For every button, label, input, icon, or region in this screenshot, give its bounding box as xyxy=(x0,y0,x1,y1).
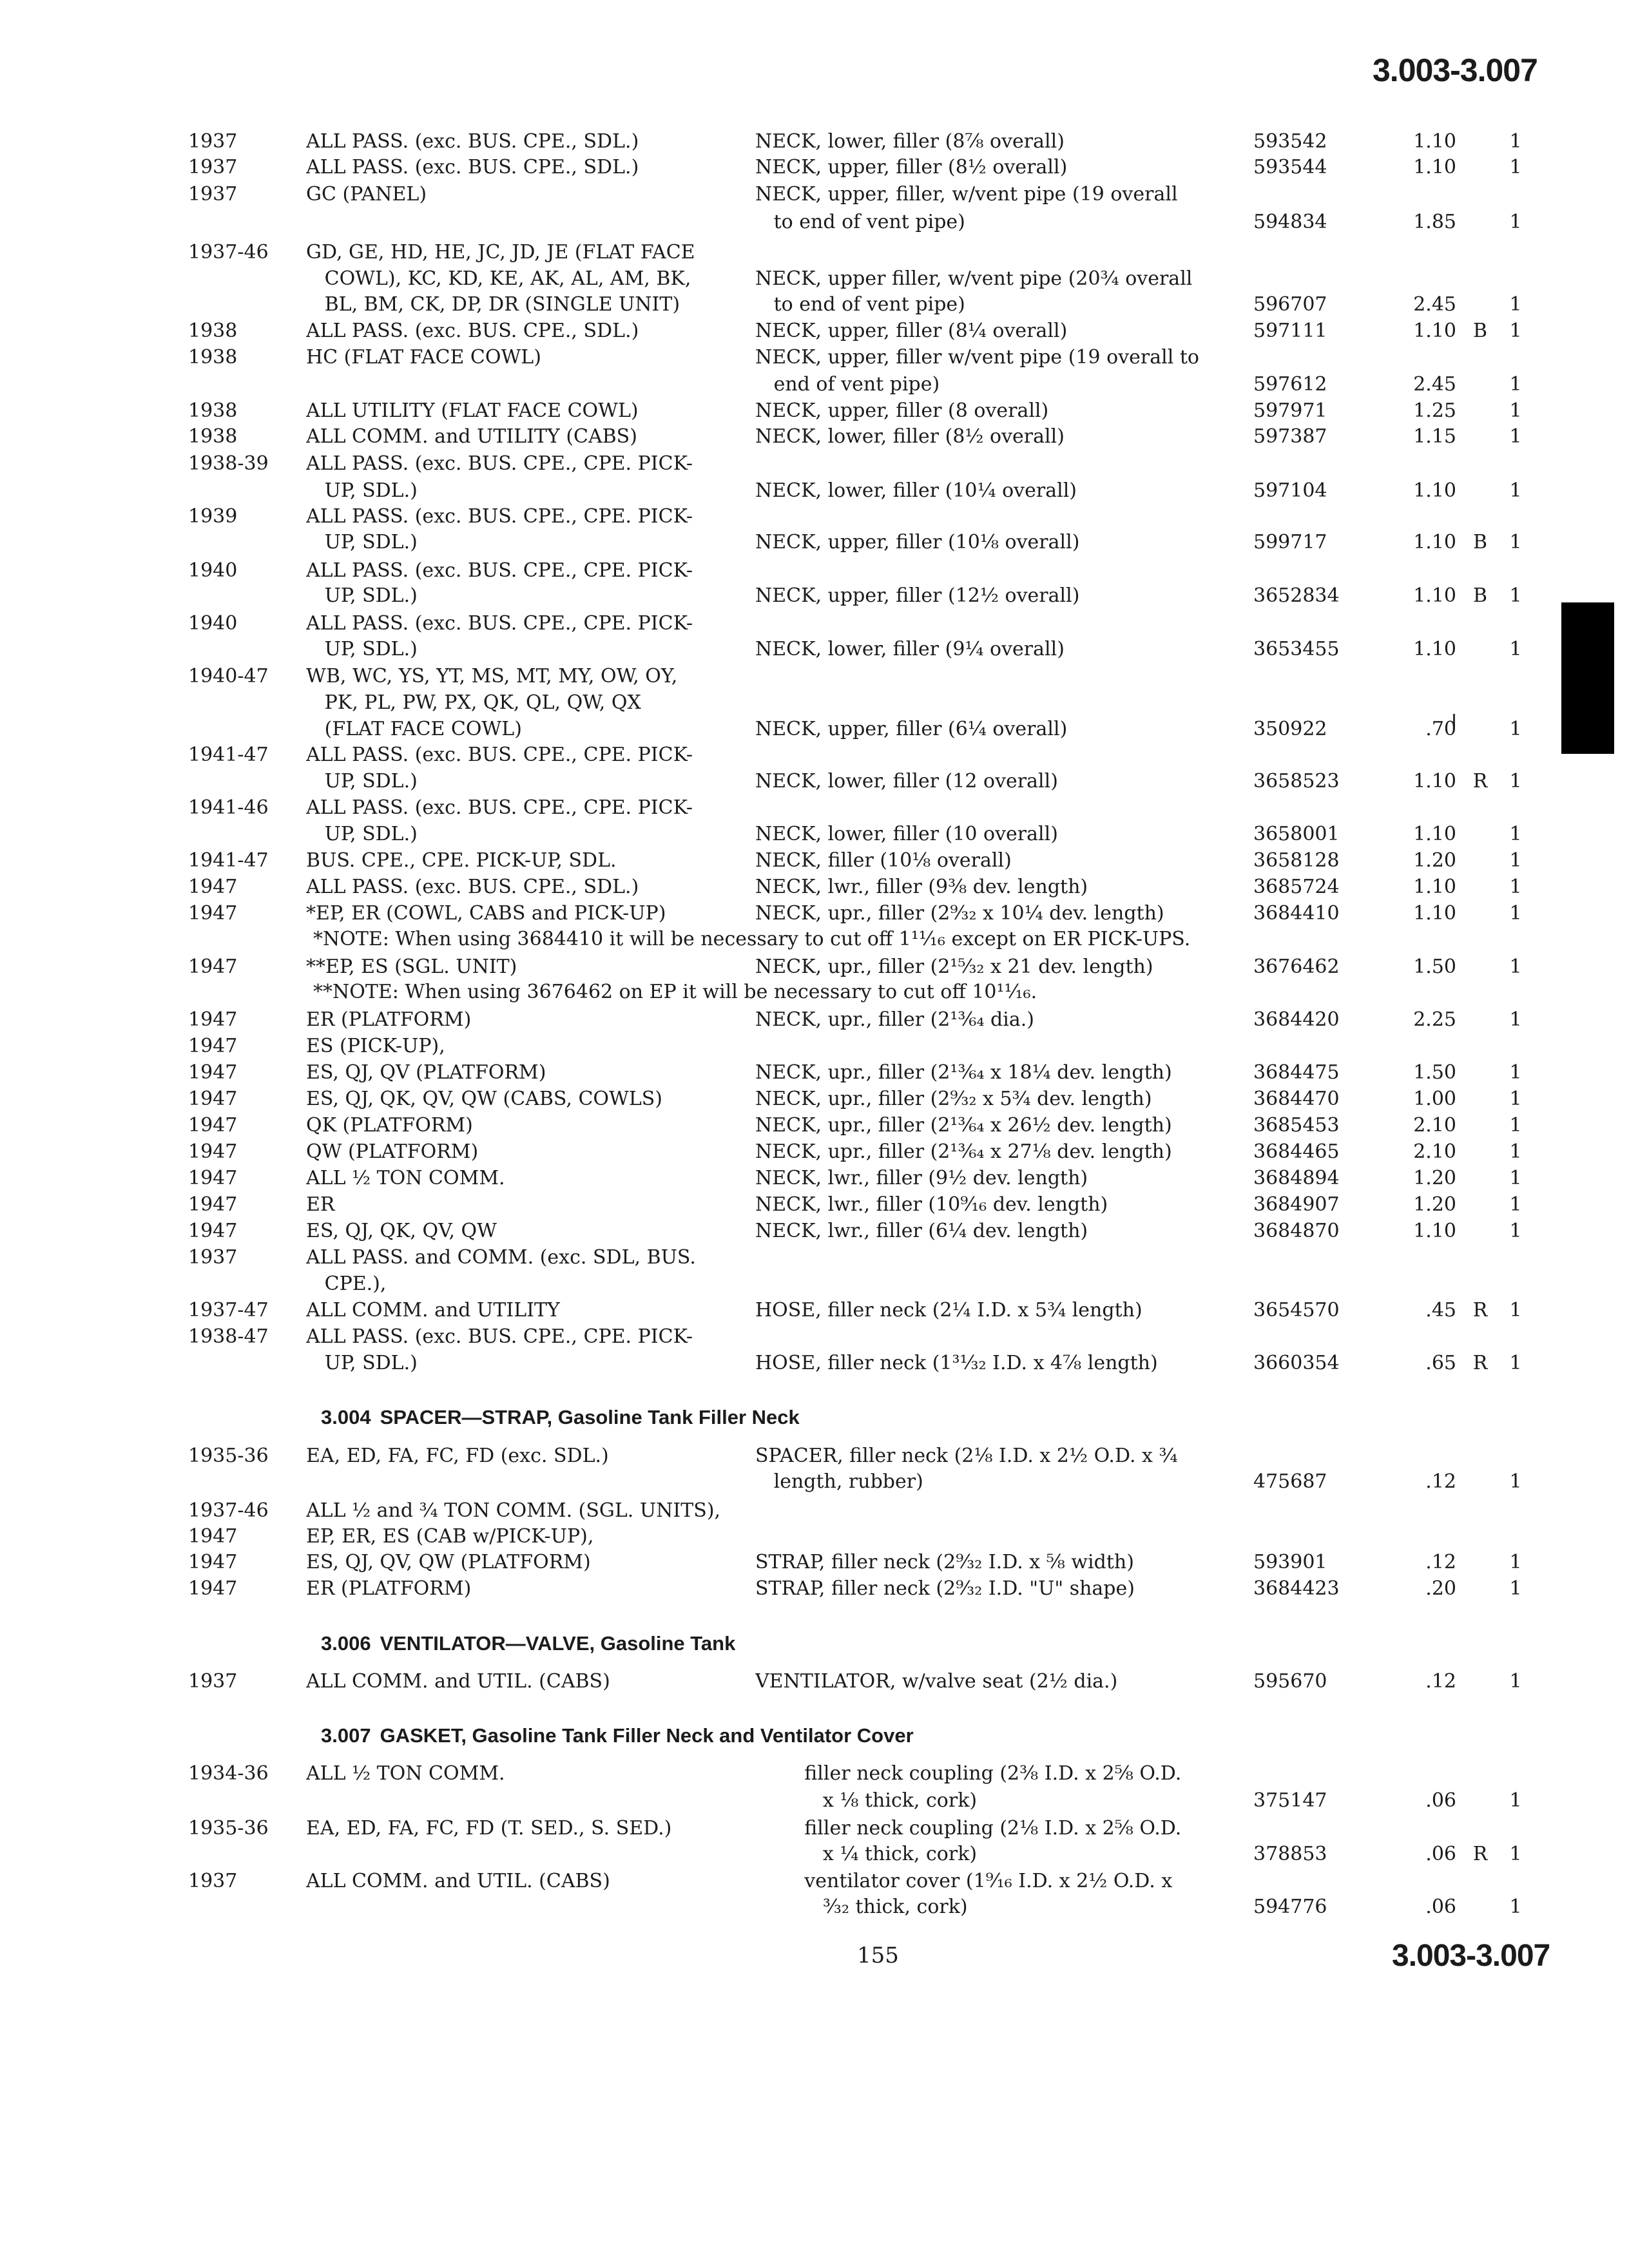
row-model: ALL PASS. (exc. BUS. CPE., SDL.) xyxy=(306,130,639,153)
row-description: length, rubber) xyxy=(755,1470,923,1493)
row-model: ALL COMM. and UTIL. (CABS) xyxy=(306,1870,610,1892)
row-description: NECK, upr., filler (2¹⁵⁄₃₂ x 21 dev. length) xyxy=(755,956,1153,978)
row-part-number: 3658001 xyxy=(1253,823,1340,845)
row-year: 1934-36 xyxy=(188,1762,269,1785)
row-price: .06 xyxy=(1425,1789,1456,1812)
row-model: ALL ½ TON COMM. xyxy=(306,1167,505,1189)
row-part-number: 350922 xyxy=(1253,718,1327,740)
row-description: end of vent pipe) xyxy=(755,373,940,396)
row-price: .12 xyxy=(1425,1470,1456,1493)
row-part-number: 594834 xyxy=(1253,211,1327,233)
row-year: 1940-47 xyxy=(188,665,269,687)
page-range-header: 3.003-3.007 xyxy=(1373,52,1537,88)
row-year: 1937 xyxy=(188,130,238,153)
row-model: ES, QJ, QK, QV, QW (CABS, COWLS) xyxy=(306,1088,663,1110)
row-quantity: 1 xyxy=(1509,902,1522,925)
row-description: NECK, upper, filler (8 overall) xyxy=(755,399,1049,422)
row-quantity: 1 xyxy=(1509,1167,1522,1189)
page-range-footer: 3.003-3.007 xyxy=(1392,1939,1550,1973)
row-quantity: 1 xyxy=(1509,956,1522,978)
section-number: 3.004 xyxy=(321,1406,371,1428)
row-model: UP, SDL.) xyxy=(306,770,418,793)
row-quantity: 1 xyxy=(1509,584,1522,607)
row-model: CPE.), xyxy=(306,1273,387,1295)
row-part-number: 3658523 xyxy=(1253,770,1340,793)
row-price: 2.10 xyxy=(1413,1114,1456,1137)
row-part-number: 593544 xyxy=(1253,156,1327,178)
section-title: SPACER—STRAP, Gasoline Tank Filler Neck xyxy=(380,1406,800,1428)
row-part-number: 3685724 xyxy=(1253,876,1340,898)
row-description: NECK, upper, filler (8¼ overall) xyxy=(755,320,1068,342)
row-flag: R xyxy=(1472,1299,1488,1321)
row-description: NECK, lower, filler (8½ overall) xyxy=(755,425,1065,448)
row-model: ALL COMM. and UTIL. (CABS) xyxy=(306,1670,610,1693)
row-description: NECK, upper, filler (8½ overall) xyxy=(755,156,1068,178)
row-year: 1947 xyxy=(188,1035,238,1057)
row-description: NECK, lwr., filler (6¼ dev. length) xyxy=(755,1220,1088,1242)
row-flag: B xyxy=(1472,531,1488,553)
row-year: 1938-47 xyxy=(188,1325,269,1348)
row-part-number: 3685453 xyxy=(1253,1114,1340,1137)
row-model: GC (PANEL) xyxy=(306,183,427,206)
row-year: 1940 xyxy=(188,559,238,582)
row-model: EA, ED, FA, FC, FD (T. SED., S. SED.) xyxy=(306,1817,672,1840)
row-year: 1937 xyxy=(188,1870,238,1892)
row-part-number: 596707 xyxy=(1253,293,1327,316)
row-price: .65 xyxy=(1425,1352,1456,1374)
row-part-number: 597971 xyxy=(1253,399,1327,422)
row-model: ALL PASS. (exc. BUS. CPE., CPE. PICK- xyxy=(306,612,693,635)
row-model: ES (PICK-UP), xyxy=(306,1035,445,1057)
row-model: BUS. CPE., CPE. PICK-UP, SDL. xyxy=(306,849,617,872)
row-description: x ¼ thick, cork) xyxy=(755,1843,978,1865)
row-year: 1947 xyxy=(188,1140,238,1163)
section-number: 3.006 xyxy=(321,1632,371,1655)
row-description: VENTILATOR, w/valve seat (2½ dia.) xyxy=(755,1670,1118,1693)
row-year: 1947 xyxy=(188,1220,238,1242)
row-model: ALL PASS. (exc. BUS. CPE., CPE. PICK- xyxy=(306,744,693,766)
row-year: 1937 xyxy=(188,1670,238,1693)
row-price: .12 xyxy=(1425,1551,1456,1573)
row-model: WB, WC, YS, YT, MS, MT, MY, OW, OY, xyxy=(306,665,678,687)
row-model: UP, SDL.) xyxy=(306,531,418,553)
section-title: VENTILATOR—VALVE, Gasoline Tank xyxy=(380,1632,736,1655)
row-part-number: 3684907 xyxy=(1253,1193,1340,1216)
row-model: ER xyxy=(306,1193,335,1216)
row-quantity: 1 xyxy=(1509,1551,1522,1573)
row-description: NECK, upr., filler (2¹³⁄₆₄ dia.) xyxy=(755,1008,1034,1031)
row-quantity: 1 xyxy=(1509,1299,1522,1321)
row-description: NECK, upper, filler (12½ overall) xyxy=(755,584,1080,607)
row-year: 1938 xyxy=(188,425,238,448)
row-description: HOSE, filler neck (1³¹⁄₃₂ I.D. x 4⅞ length) xyxy=(755,1352,1158,1374)
section-number: 3.007 xyxy=(321,1724,371,1747)
row-part-number: 475687 xyxy=(1253,1470,1327,1493)
row-year: 1937 xyxy=(188,156,238,178)
row-description: NECK, lower, filler (10¼ overall) xyxy=(755,479,1077,502)
row-model: ALL PASS. (exc. BUS. CPE., CPE. PICK- xyxy=(306,505,693,528)
row-year: 1947 xyxy=(188,956,238,978)
row-quantity: 1 xyxy=(1509,399,1522,422)
row-description: HOSE, filler neck (2¼ I.D. x 5¾ length) xyxy=(755,1299,1142,1321)
row-description: SPACER, filler neck (2⅛ I.D. x 2½ O.D. x ¾ xyxy=(755,1445,1178,1467)
row-price: 2.25 xyxy=(1413,1008,1456,1031)
row-price: .12 xyxy=(1425,1670,1456,1693)
row-year: 1937 xyxy=(188,1246,238,1269)
row-year: 1941-46 xyxy=(188,796,269,819)
section-heading xyxy=(321,1632,735,1655)
row-model: ALL ½ and ¾ TON COMM. (SGL. UNITS), xyxy=(306,1499,721,1522)
row-quantity: 1 xyxy=(1509,1896,1522,1918)
row-part-number: 3654570 xyxy=(1253,1299,1340,1321)
row-price: 1.10 xyxy=(1413,770,1456,793)
row-description: NECK, upr., filler (2¹³⁄₆₄ x 26½ dev. length) xyxy=(755,1114,1172,1137)
row-model: ER (PLATFORM) xyxy=(306,1008,472,1031)
row-year: 1937-46 xyxy=(188,241,269,264)
row-part-number: 3684410 xyxy=(1253,902,1340,925)
row-description: NECK, upper, filler (10⅛ overall) xyxy=(755,531,1080,553)
row-model: UP, SDL.) xyxy=(306,1352,418,1374)
row-price: 1.50 xyxy=(1413,1061,1456,1084)
row-year: 1935-36 xyxy=(188,1817,269,1840)
row-quantity: 1 xyxy=(1509,130,1522,153)
row-part-number: 3676462 xyxy=(1253,956,1340,978)
row-description: NECK, upper, filler (6¼ overall) xyxy=(755,718,1068,740)
row-model: ES, QJ, QV (PLATFORM) xyxy=(306,1061,546,1084)
row-model: ALL COMM. and UTILITY xyxy=(306,1299,560,1321)
row-part-number: 593542 xyxy=(1253,130,1327,153)
row-price: .70 xyxy=(1425,718,1456,740)
footnote: *NOTE: When using 3684410 it will be necessary to cut off 1¹¹⁄₁₆ except on ER PICK-UPS. xyxy=(313,928,1191,950)
row-model: ALL ½ TON COMM. xyxy=(306,1762,505,1785)
row-description: STRAP, filler neck (2⁹⁄₃₂ I.D. "U" shape) xyxy=(755,1577,1135,1600)
row-quantity: 1 xyxy=(1509,638,1522,660)
row-description: filler neck coupling (2⅜ I.D. x 2⅝ O.D. xyxy=(755,1762,1182,1785)
row-year: 1947 xyxy=(188,1008,238,1031)
row-model: HC (FLAT FACE COWL) xyxy=(306,346,541,369)
row-part-number: 3684465 xyxy=(1253,1140,1340,1163)
row-part-number: 3658128 xyxy=(1253,849,1340,872)
row-year: 1947 xyxy=(188,1167,238,1189)
row-description: NECK, upper, filler w/vent pipe (19 overall to xyxy=(755,346,1199,369)
row-year: 1947 xyxy=(188,1577,238,1600)
row-model: UP, SDL.) xyxy=(306,823,418,845)
row-year: 1940 xyxy=(188,612,238,635)
row-model: ALL PASS. (exc. BUS. CPE., SDL.) xyxy=(306,156,639,178)
row-model: QW (PLATFORM) xyxy=(306,1140,479,1163)
row-quantity: 1 xyxy=(1509,293,1522,316)
row-year: 1937 xyxy=(188,183,238,206)
row-model: GD, GE, HD, HE, JC, JD, JE (FLAT FACE xyxy=(306,241,695,264)
row-price: 1.10 xyxy=(1413,876,1456,898)
row-quantity: 1 xyxy=(1509,849,1522,872)
row-model: ER (PLATFORM) xyxy=(306,1577,472,1600)
section-title: GASKET, Gasoline Tank Filler Neck and Ventilator Cover xyxy=(380,1724,914,1747)
row-model: ALL PASS. (exc. BUS. CPE., CPE. PICK- xyxy=(306,796,693,819)
row-year: 1947 xyxy=(188,1551,238,1573)
row-price: 2.45 xyxy=(1413,373,1456,396)
row-year: 1935-36 xyxy=(188,1445,269,1467)
row-part-number: 3684475 xyxy=(1253,1061,1340,1084)
row-quantity: 1 xyxy=(1509,320,1522,342)
row-quantity: 1 xyxy=(1509,1088,1522,1110)
row-quantity: 1 xyxy=(1509,1670,1522,1693)
row-description: NECK, lower, filler (12 overall) xyxy=(755,770,1058,793)
row-price: 1.10 xyxy=(1413,130,1456,153)
row-price: 2.45 xyxy=(1413,293,1456,316)
row-description: NECK, filler (10⅛ overall) xyxy=(755,849,1012,872)
row-year: 1937-47 xyxy=(188,1299,269,1321)
row-quantity: 1 xyxy=(1509,531,1522,553)
row-model: (FLAT FACE COWL) xyxy=(306,718,522,740)
row-model: ALL UTILITY (FLAT FACE COWL) xyxy=(306,399,639,422)
row-description: NECK, upr., filler (2¹³⁄₆₄ x 18¼ dev. length) xyxy=(755,1061,1172,1084)
row-year: 1947 xyxy=(188,1525,238,1548)
row-quantity: 1 xyxy=(1509,373,1522,396)
row-part-number: 597387 xyxy=(1253,425,1327,448)
row-quantity: 1 xyxy=(1509,1843,1522,1865)
row-description: NECK, upr., filler (2¹³⁄₆₄ x 27⅛ dev. length) xyxy=(755,1140,1172,1163)
row-year: 1947 xyxy=(188,1061,238,1084)
row-part-number: 378853 xyxy=(1253,1843,1327,1865)
row-quantity: 1 xyxy=(1509,770,1522,793)
row-part-number: 3684894 xyxy=(1253,1167,1340,1189)
footnote: **NOTE: When using 3676462 on EP it will be necessary to cut off 10¹¹⁄₁₆. xyxy=(313,981,1037,1003)
row-description: to end of vent pipe) xyxy=(755,293,965,316)
row-description: x ⅛ thick, cork) xyxy=(755,1789,978,1812)
row-description: NECK, lwr., filler (10⁹⁄₁₆ dev. length) xyxy=(755,1193,1108,1216)
row-description: NECK, lower, filler (10 overall) xyxy=(755,823,1058,845)
row-part-number: 597111 xyxy=(1253,320,1327,342)
row-part-number: 597612 xyxy=(1253,373,1327,396)
row-quantity: 1 xyxy=(1509,1577,1522,1600)
row-model: ALL PASS. (exc. BUS. CPE., SDL.) xyxy=(306,320,639,342)
row-part-number: 3684420 xyxy=(1253,1008,1340,1031)
row-year: 1937-46 xyxy=(188,1499,269,1522)
row-price: 1.20 xyxy=(1413,849,1456,872)
row-quantity: 1 xyxy=(1509,156,1522,178)
row-quantity: 1 xyxy=(1509,1140,1522,1163)
section-heading xyxy=(321,1724,914,1747)
row-part-number: 593901 xyxy=(1253,1551,1327,1573)
row-quantity: 1 xyxy=(1509,1114,1522,1137)
row-model: ALL PASS. (exc. BUS. CPE., SDL.) xyxy=(306,876,639,898)
row-description: NECK, upper, filler, w/vent pipe (19 overall xyxy=(755,183,1178,206)
row-model: ALL PASS. and COMM. (exc. SDL, BUS. xyxy=(306,1246,696,1269)
row-price: 1.15 xyxy=(1413,425,1456,448)
row-part-number: 594776 xyxy=(1253,1896,1327,1918)
row-quantity: 1 xyxy=(1509,425,1522,448)
row-model: ALL COMM. and UTILITY (CABS) xyxy=(306,425,637,448)
row-description: NECK, upr., filler (2⁹⁄₃₂ x 5¾ dev. length) xyxy=(755,1088,1152,1110)
row-description: NECK, lower, filler (8⅞ overall) xyxy=(755,130,1065,153)
row-model: ALL PASS. (exc. BUS. CPE., CPE. PICK- xyxy=(306,1325,693,1348)
row-year: 1947 xyxy=(188,1114,238,1137)
row-price: 1.20 xyxy=(1413,1167,1456,1189)
row-model: ES, QJ, QV, QW (PLATFORM) xyxy=(306,1551,591,1573)
row-price: 1.10 xyxy=(1413,156,1456,178)
row-description: NECK, lwr., filler (9½ dev. length) xyxy=(755,1167,1088,1189)
row-year: 1947 xyxy=(188,876,238,898)
row-model: ES, QJ, QK, QV, QW xyxy=(306,1220,497,1242)
row-model: UP, SDL.) xyxy=(306,584,418,607)
row-part-number: 599717 xyxy=(1253,531,1327,553)
row-description: ventilator cover (1⁹⁄₁₆ I.D. x 2½ O.D. x xyxy=(755,1870,1173,1892)
row-description: NECK, upr., filler (2⁹⁄₃₂ x 10¼ dev. length) xyxy=(755,902,1164,925)
row-year: 1938 xyxy=(188,320,238,342)
row-part-number: 375147 xyxy=(1253,1789,1327,1812)
row-flag: R xyxy=(1472,1352,1488,1374)
row-year: 1938 xyxy=(188,399,238,422)
row-part-number: 3684423 xyxy=(1253,1577,1340,1600)
row-price: .20 xyxy=(1425,1577,1456,1600)
row-quantity: 1 xyxy=(1509,479,1522,502)
row-model: QK (PLATFORM) xyxy=(306,1114,473,1137)
row-flag: R xyxy=(1472,1843,1488,1865)
row-year: 1941-47 xyxy=(188,744,269,766)
row-price: 1.25 xyxy=(1413,399,1456,422)
row-description: to end of vent pipe) xyxy=(755,211,965,233)
row-quantity: 1 xyxy=(1509,1789,1522,1812)
row-price: 1.20 xyxy=(1413,1193,1456,1216)
row-year: 1947 xyxy=(188,902,238,925)
row-price: .45 xyxy=(1425,1299,1456,1321)
row-description: STRAP, filler neck (2⁹⁄₃₂ I.D. x ⅝ width) xyxy=(755,1551,1134,1573)
row-year: 1938-39 xyxy=(188,452,269,475)
row-part-number: 595670 xyxy=(1253,1670,1327,1693)
row-description: filler neck coupling (2⅛ I.D. x 2⅝ O.D. xyxy=(755,1817,1182,1840)
row-quantity: 1 xyxy=(1509,1470,1522,1493)
row-model: UP, SDL.) xyxy=(306,638,418,660)
row-year: 1938 xyxy=(188,346,238,369)
row-part-number: 3684870 xyxy=(1253,1220,1340,1242)
row-description: NECK, lower, filler (9¼ overall) xyxy=(755,638,1065,660)
row-quantity: 1 xyxy=(1509,876,1522,898)
row-model: COWL), KC, KD, KE, AK, AL, AM, BK, xyxy=(306,267,691,290)
row-description: NECK, upper filler, w/vent pipe (20¾ overall xyxy=(755,267,1193,290)
row-part-number: 3684470 xyxy=(1253,1088,1340,1110)
row-price: .06 xyxy=(1425,1896,1456,1918)
row-price: 1.10 xyxy=(1413,479,1456,502)
row-price: 1.10 xyxy=(1413,320,1456,342)
row-price: .06 xyxy=(1425,1843,1456,1865)
row-year: 1947 xyxy=(188,1088,238,1110)
row-year: 1947 xyxy=(188,1193,238,1216)
row-price: 1.10 xyxy=(1413,531,1456,553)
row-model: UP, SDL.) xyxy=(306,479,418,502)
row-quantity: 1 xyxy=(1509,718,1522,740)
row-price: 1.10 xyxy=(1413,638,1456,660)
row-part-number: 3652834 xyxy=(1253,584,1340,607)
row-model: **EP, ES (SGL. UNIT) xyxy=(306,956,517,978)
row-quantity: 1 xyxy=(1509,1352,1522,1374)
row-price: 1.50 xyxy=(1413,956,1456,978)
row-flag: R xyxy=(1472,770,1488,793)
row-quantity: 1 xyxy=(1509,1061,1522,1084)
row-flag: B xyxy=(1472,320,1488,342)
row-flag: B xyxy=(1472,584,1488,607)
row-model: ALL PASS. (exc. BUS. CPE., CPE. PICK- xyxy=(306,559,693,582)
row-price: 1.10 xyxy=(1413,902,1456,925)
row-quantity: 1 xyxy=(1509,1220,1522,1242)
row-model: BL, BM, CK, DP, DR (SINGLE UNIT) xyxy=(306,293,680,316)
section-heading xyxy=(321,1406,800,1429)
row-model: *EP, ER (COWL, CABS and PICK-UP) xyxy=(306,902,666,925)
row-price: 1.10 xyxy=(1413,584,1456,607)
row-quantity: 1 xyxy=(1509,1193,1522,1216)
page-number: 155 xyxy=(857,1943,899,1968)
row-model: EP, ER, ES (CAB w/PICK-UP), xyxy=(306,1525,594,1548)
row-description: NECK, lwr., filler (9⅜ dev. length) xyxy=(755,876,1088,898)
row-quantity: 1 xyxy=(1509,211,1522,233)
row-model: ALL PASS. (exc. BUS. CPE., CPE. PICK- xyxy=(306,452,693,475)
row-description: ³⁄₃₂ thick, cork) xyxy=(755,1896,968,1918)
row-part-number: 597104 xyxy=(1253,479,1327,502)
row-price: 1.10 xyxy=(1413,823,1456,845)
row-year: 1941-47 xyxy=(188,849,269,872)
row-part-number: 3653455 xyxy=(1253,638,1340,660)
row-price: 1.85 xyxy=(1413,211,1456,233)
row-model: EA, ED, FA, FC, FD (exc. SDL.) xyxy=(306,1445,609,1467)
row-quantity: 1 xyxy=(1509,1008,1522,1031)
row-part-number: 3660354 xyxy=(1253,1352,1340,1374)
row-price: 2.10 xyxy=(1413,1140,1456,1163)
row-price: 1.10 xyxy=(1413,1220,1456,1242)
row-year: 1939 xyxy=(188,505,238,528)
row-quantity: 1 xyxy=(1509,823,1522,845)
row-price: 1.00 xyxy=(1413,1088,1456,1110)
row-model: PK, PL, PW, PX, QK, QL, QW, QX xyxy=(306,691,641,714)
